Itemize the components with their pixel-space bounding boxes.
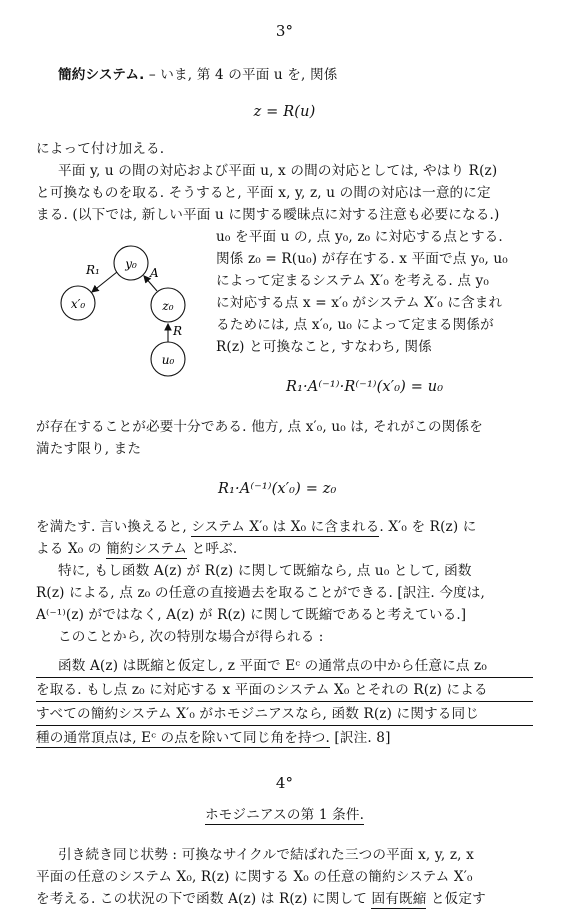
section-title xyxy=(0,806,569,824)
paragraph-line: が存在することが必要十分である. 他方, 点 x′₀, u₀ は, それがこの関係を xyxy=(36,419,483,435)
edge-label-a: A xyxy=(150,266,159,280)
paragraph-line: R(z) と可換なこと, すなわち, 関係 xyxy=(216,339,432,355)
edge-label-r: R xyxy=(173,324,183,338)
paragraph-line: 引き続き同じ状勢 : 可換なサイクルで結ばれた三つの平面 x, y, z, x xyxy=(58,847,474,863)
paragraph-line: A⁽⁻¹⁾(z) がではなく, A(z) が R(z) に関して既縮であると考えている.] xyxy=(36,607,467,623)
equation-R1-A-inverse: R₁·A⁽⁻¹⁾(x′₀) = z₀ xyxy=(218,481,337,497)
text-run: . X′₀ を R(z) に xyxy=(379,519,477,535)
node-z0-label: z₀ xyxy=(162,299,174,313)
boxed-theorem-line: すべての簡約システム X′₀ がホモジニアスなら, 函数 R(z) に関する同じ xyxy=(36,706,479,722)
paragraph-line: まる. (以下では, 新しい平面 u に関する曖昧点に対する注意も必要になる.) xyxy=(36,207,500,223)
paragraph-line: に対応する点 x = x′₀ がシステム X′₀ に含まれ xyxy=(216,295,503,311)
correspondence-diagram xyxy=(52,238,212,383)
paragraph-line xyxy=(58,66,337,84)
boxed-theorem-line: を取る. もし点 z₀ に対応する x 平面のシステム X₀ とそれの R(z) による xyxy=(36,682,488,698)
paragraph-line: によって付け加える. xyxy=(36,141,165,157)
paragraph-line xyxy=(36,890,486,908)
section-title-text: ホモジニアスの第 1 条件. xyxy=(204,807,365,823)
node-u0-label: u₀ xyxy=(161,353,175,367)
section-heading: 簡約システム. xyxy=(58,67,145,83)
underlined-term: 固有既縮 xyxy=(371,891,427,907)
node-x0p-label: x′₀ xyxy=(70,297,86,311)
paragraph-line: るためには, 点 x′₀, u₀ によって定まる関係が xyxy=(216,317,494,333)
boxed-theorem-line: 函数 A(z) は既縮と仮定し, z 平面で Eᶜ の通常点の中から任意に点 z₀ xyxy=(58,658,487,674)
node-y0-label: y₀ xyxy=(125,257,137,271)
theorem-underline xyxy=(36,725,533,726)
paragraph-line: 関係 z₀ = R(u₀) が存在する. x 平面で点 y₀, u₀ xyxy=(216,251,508,267)
underlined-text: 種の通常頂点は, Eᶜ の点を除いて同じ角を持つ. xyxy=(36,730,330,746)
paragraph-line: u₀ を平面 u の, 点 y₀, z₀ に対応する点とする. xyxy=(216,229,503,245)
equation-z-R-u: z = R(u) xyxy=(253,104,316,120)
paragraph-line: 満たす限り, また xyxy=(36,441,142,457)
text-run: と呼ぶ. xyxy=(187,541,238,557)
text-run: を考える. この状況の下で函数 A(z) は R(z) に関して xyxy=(36,891,372,907)
paragraph-line: 特に, もし函数 A(z) が R(z) に関して既縮なら, 点 u₀ として, 函数 xyxy=(58,563,472,579)
text-run: を満たす. 言い換えると, xyxy=(36,519,192,535)
section-number-3: 3° xyxy=(275,22,294,40)
paragraph-line: R(z) による, 点 z₀ の任意の直接過去を取ることができる. [訳注. 今度は, xyxy=(36,585,486,601)
paragraph-line xyxy=(36,518,477,536)
theorem-underline xyxy=(36,677,533,678)
text-run: と仮定す xyxy=(426,891,486,907)
paragraph-line: と可換なものを取る. そうすると, 平面 x, y, z, u の間の対応は一意的に定 xyxy=(36,185,491,201)
text-run: よる X₀ の xyxy=(36,541,107,557)
translator-note: [訳注. 8] xyxy=(329,730,391,746)
equation-R1-A-R-inverse: R₁·A⁽⁻¹⁾·R⁽⁻¹⁾(x′₀) = u₀ xyxy=(286,379,444,395)
paragraph-line xyxy=(36,540,237,558)
underlined-term: 簡約システム xyxy=(106,541,188,557)
boxed-theorem-line xyxy=(36,729,391,747)
underlined-text: システム X′₀ は X₀ に含まれる xyxy=(191,519,380,535)
paragraph-line: 平面の任意のシステム X₀, R(z) に関する X₀ の任意の簡約システム X′₀ xyxy=(36,869,473,885)
paragraph-line: によって定まるシステム X′₀ を考える. 点 y₀ xyxy=(216,273,489,289)
theorem-underline xyxy=(36,701,533,702)
section-number-4: 4° xyxy=(275,774,294,792)
paragraph-line: 平面 y, u の間の対応および平面 u, x の間の対応としては, やはり R(z) xyxy=(58,163,498,179)
edge-label-r1: R₁ xyxy=(86,263,100,277)
paragraph-line: このことから, 次の特別な場合が得られる : xyxy=(58,629,324,645)
heading-continuation: – いま, 第 4 の平面 u を, 関係 xyxy=(144,67,338,83)
